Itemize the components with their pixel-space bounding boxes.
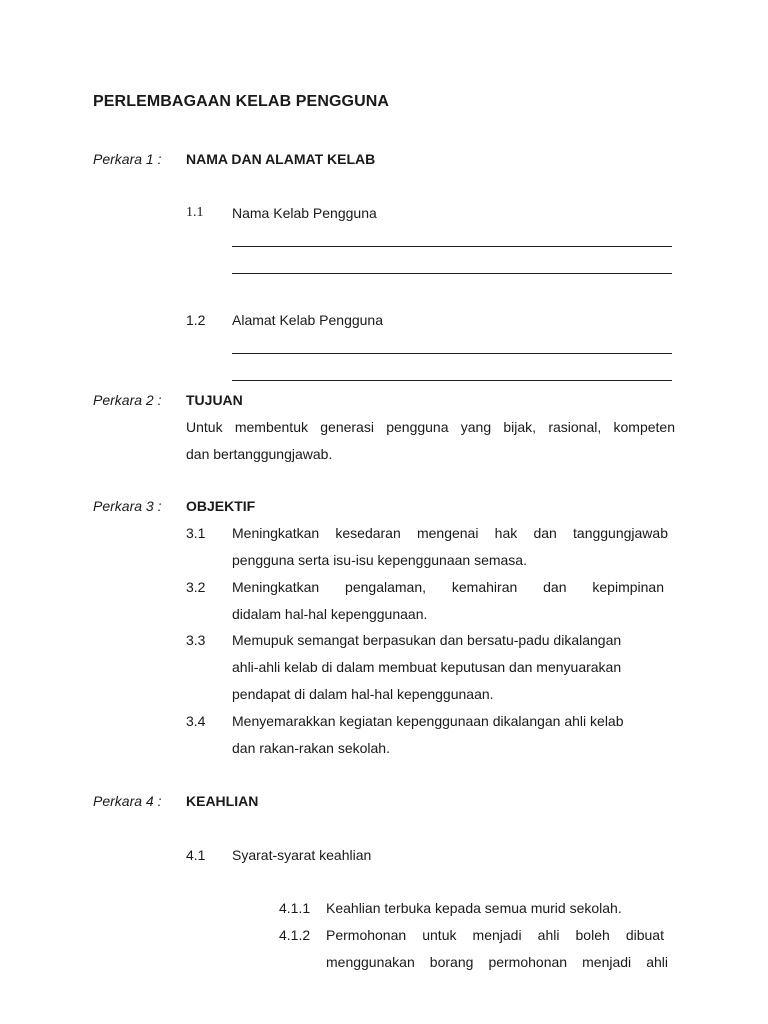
perkara-2-label: Perkara 2 : <box>93 392 162 408</box>
item-3-1-number: 3.1 <box>186 525 206 541</box>
item-3-2-line-2: didalam hal-hal kepenggunaan. <box>232 606 428 622</box>
perkara-1-label: Perkara 1 : <box>93 151 162 167</box>
perkara-3-label: Perkara 3 : <box>93 498 162 514</box>
item-4-1-1-text: Keahlian terbuka kepada semua murid sekolah. <box>326 900 622 916</box>
perkara-4-heading: KEAHLIAN <box>186 793 259 809</box>
item-1-2-text: Alamat Kelab Pengguna <box>232 312 383 328</box>
item-4-1-text: Syarat-syarat keahlian <box>232 847 372 863</box>
item-3-4-line-2: dan rakan-rakan sekolah. <box>232 740 390 756</box>
perkara-4-label: Perkara 4 : <box>93 793 162 809</box>
tujuan-line-2: dan bertanggungjawab. <box>186 446 333 462</box>
item-3-2-number: 3.2 <box>186 579 206 595</box>
item-3-3-line-3: pendapat di dalam hal-hal kepenggunaan. <box>232 686 494 702</box>
item-3-4-number: 3.4 <box>186 713 206 729</box>
item-3-3-line-2: ahli-ahli kelab di dalam membuat keputusan dan menyuarakan <box>232 659 622 675</box>
item-3-4-line-1: Menyemarakkan kegiatan kepenggunaan dikalangan ahli kelab <box>232 713 624 729</box>
item-1-1-number: 1.1 <box>186 205 204 220</box>
item-1-1-text: Nama Kelab Pengguna <box>232 205 377 221</box>
item-4-1-2-line-1: Permohonan untuk menjadi ahli boleh dibuat <box>326 927 664 943</box>
item-4-1-2-line-2: menggunakan borang permohonan menjadi ahli <box>326 954 668 970</box>
item-3-1-line-1: Meningkatkan kesedaran mengenai hak dan tanggungjawab <box>232 525 668 541</box>
item-4-1-2-number: 4.1.2 <box>279 927 311 943</box>
blank-line <box>232 246 672 247</box>
item-3-1-line-2: pengguna serta isu-isu kepenggunaan semasa. <box>232 552 527 568</box>
item-3-3-number: 3.3 <box>186 632 206 648</box>
item-1-2-number: 1.2 <box>186 312 206 328</box>
item-4-1-1-number: 4.1.1 <box>279 900 311 916</box>
document-title: PERLEMBAGAAN KELAB PENGGUNA <box>93 93 390 110</box>
item-4-1-number: 4.1 <box>186 847 206 863</box>
blank-line <box>232 353 672 354</box>
perkara-3-heading: OBJEKTIF <box>186 498 256 514</box>
item-3-3-line-1: Memupuk semangat berpasukan dan bersatu-padu dikalangan <box>232 632 622 648</box>
blank-line <box>232 380 672 381</box>
perkara-1-heading: NAMA DAN ALAMAT KELAB <box>186 151 376 167</box>
perkara-2-heading: TUJUAN <box>186 392 243 408</box>
item-3-2-line-1: Meningkatkan pengalaman, kemahiran dan kepimpinan <box>232 579 664 595</box>
tujuan-line-1: Untuk membentuk generasi pengguna yang bijak, rasional, kompeten <box>186 419 675 435</box>
blank-line <box>232 273 672 274</box>
